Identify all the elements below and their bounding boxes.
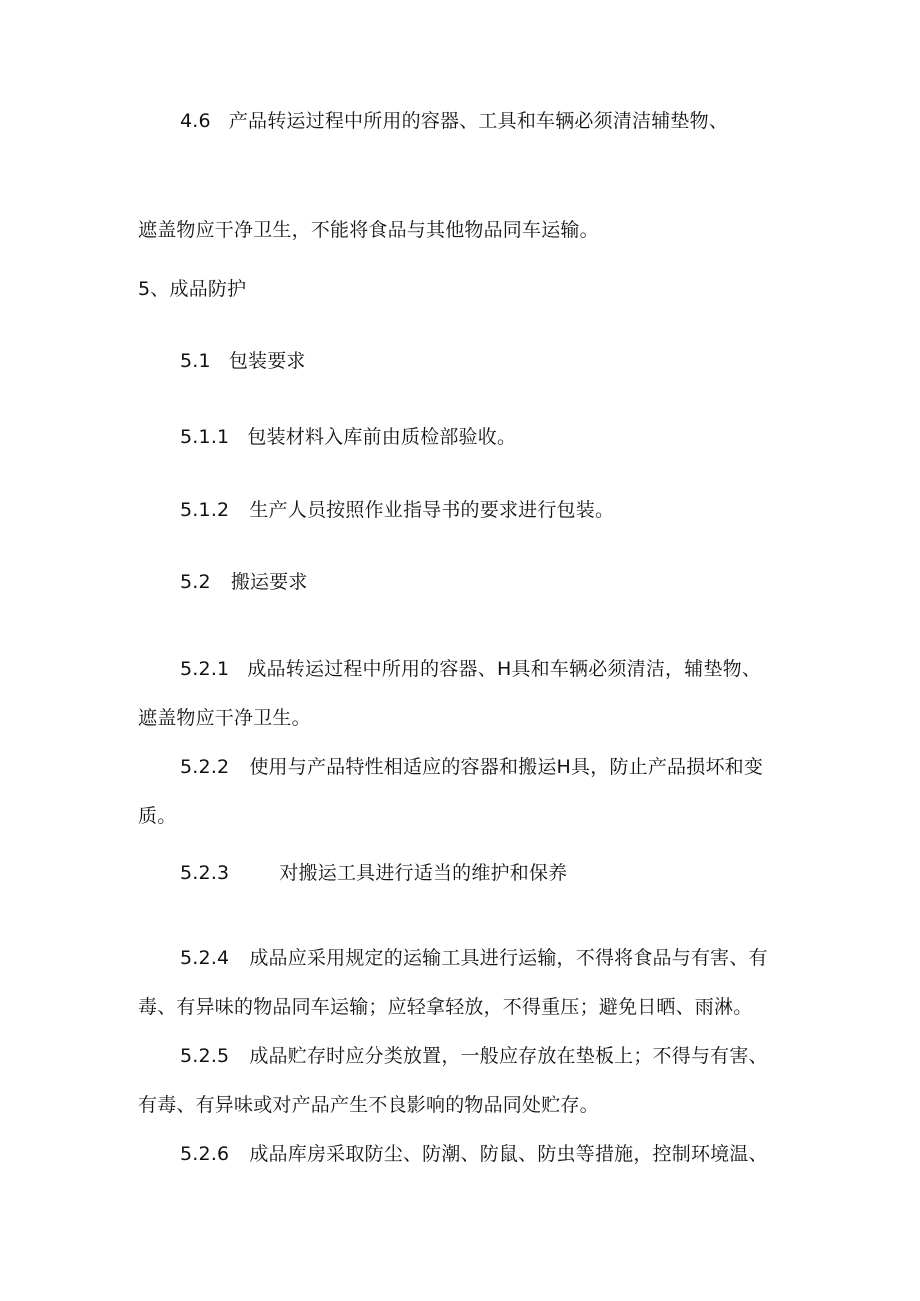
paragraph-text: 使用与产品特性相适应的容器和搬运H具，防止产品损坏和变	[249, 756, 764, 778]
paragraph-text: 质。	[138, 805, 177, 827]
section-number: 5.2	[180, 571, 211, 593]
section-number: 4.6	[180, 110, 211, 132]
paragraph-text: 对搬运工具进行适当的维护和保养	[279, 862, 568, 884]
section-number: 5.2.3	[180, 862, 230, 884]
paragraph-5-2-1-line-1	[180, 656, 761, 682]
paragraph-text: 有毒、有异味或对产品产生不良影响的物品同处贮存。	[138, 1094, 599, 1116]
section-number: 5.2.2	[180, 756, 230, 778]
paragraph-5-2-4-line-2	[138, 994, 752, 1020]
paragraph-text: 成品贮存时应分类放置，一般应存放在垫板上；不得与有害、	[249, 1045, 768, 1067]
section-heading-5	[138, 276, 246, 302]
paragraph-text: 成品库房采取防尘、防潮、防鼠、防虫等措施，控制环境温、	[249, 1143, 768, 1165]
paragraph-5-2-2-line-2	[138, 803, 176, 829]
paragraph-5-1-1	[180, 424, 516, 450]
paragraph-text: 生产人员按照作业指导书的要求进行包装。	[249, 499, 615, 521]
paragraph-text: 遮盖物应干净卫生，不能将食品与其他物品同车运输。	[138, 219, 599, 241]
heading-text: 包装要求	[228, 350, 306, 372]
paragraph-5-2-3	[180, 860, 567, 886]
paragraph-5-2-1-line-2	[138, 705, 311, 731]
paragraph-text: 成品应采用规定的运输工具进行运输，不得将食品与有害、有	[249, 947, 768, 969]
paragraph-text: 遮盖物应干净卫生。	[138, 707, 311, 729]
paragraph-5-2-4-line-1	[180, 945, 768, 971]
paragraph-text: 产品转运过程中所用的容器、工具和车辆必须清洁辅垫物、	[228, 110, 729, 132]
paragraph-4-6-line-2	[138, 217, 599, 243]
section-number: 5.2.6	[180, 1143, 230, 1165]
section-number: 5.2.4	[180, 947, 230, 969]
section-number: 5.2.1	[180, 658, 230, 680]
section-number: 5.1.1	[180, 426, 230, 448]
paragraph-5-2-2-line-1	[180, 754, 763, 780]
section-number: 5.1.2	[180, 499, 230, 521]
paragraph-5-2-5-line-2	[138, 1092, 599, 1118]
subsection-heading-5-2	[180, 569, 308, 595]
heading-text: 5、成品防护	[138, 278, 247, 300]
paragraph-5-2-5-line-1	[180, 1043, 768, 1069]
paragraph-4-6-line-1	[180, 108, 728, 134]
paragraph-5-2-6-line-1	[180, 1141, 768, 1167]
heading-text: 搬运要求	[230, 571, 308, 593]
section-number: 5.2.5	[180, 1045, 230, 1067]
subsection-heading-5-1	[180, 348, 306, 374]
paragraph-text: 包装材料入库前由质检部验收。	[247, 426, 517, 448]
section-number: 5.1	[180, 350, 211, 372]
paragraph-5-1-2	[180, 497, 614, 523]
paragraph-text: 毒、有异味的物品同车运输；应轻拿轻放，不得重压；避免日晒、雨淋。	[138, 996, 753, 1018]
paragraph-text: 成品转运过程中所用的容器、H具和车辆必须清洁，辅垫物、	[247, 658, 762, 680]
